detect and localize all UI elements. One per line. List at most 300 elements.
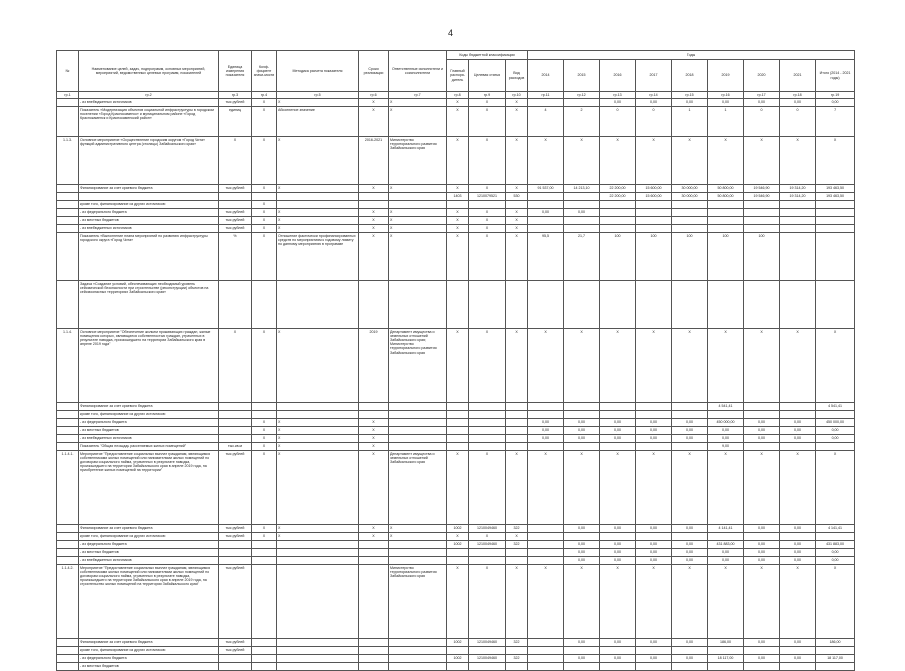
table-cell	[636, 217, 672, 225]
table-cell: 0,00	[816, 549, 855, 557]
table-cell: 1	[672, 107, 708, 137]
table-cell	[447, 443, 469, 451]
table-row	[57, 99, 855, 107]
table-cell	[389, 419, 447, 427]
table-cell: Х	[506, 99, 528, 107]
table-row	[57, 533, 855, 541]
table-cell	[816, 233, 855, 281]
table-cell: Х	[252, 217, 277, 225]
table-cell: 0,00	[672, 427, 708, 435]
table-cell	[780, 411, 816, 419]
row-name-cell: Финансирование за счет краевого бюджета	[79, 185, 219, 193]
header-year: 2018	[672, 60, 708, 92]
table-cell	[389, 411, 447, 419]
table-cell	[600, 201, 636, 209]
table-cell: 15 600,00	[636, 193, 672, 201]
table-cell: Х	[780, 451, 816, 525]
table-cell: 2016-2021	[359, 137, 389, 185]
table-row	[57, 233, 855, 281]
table-cell	[672, 281, 708, 329]
table-cell: 0,00	[744, 427, 780, 435]
table-cell	[780, 403, 816, 411]
table-row	[57, 443, 855, 451]
table-cell	[528, 225, 564, 233]
table-cell: 0,00	[744, 541, 780, 549]
header-year: 2017	[636, 60, 672, 92]
table-cell: Х	[744, 451, 780, 525]
table-cell: Х	[252, 233, 277, 281]
table-cell: Х	[506, 233, 528, 281]
table-cell	[359, 541, 389, 549]
table-cell: 19 314,20	[780, 185, 816, 193]
table-cell	[600, 663, 636, 671]
row-number-cell	[57, 663, 79, 671]
table-row	[57, 403, 855, 411]
table-cell: Х	[469, 99, 506, 107]
table-cell	[447, 549, 469, 557]
table-cell	[469, 281, 506, 329]
table-row	[57, 435, 855, 443]
table-cell: Х	[506, 209, 528, 217]
table-cell: 0,00	[780, 419, 816, 427]
header-year: 2019	[708, 60, 744, 92]
table-cell: Х	[389, 107, 447, 137]
table-cell: тыс.рублей	[219, 533, 252, 541]
table-cell: 0,00	[564, 655, 600, 663]
table-cell: 19 314,20	[780, 193, 816, 201]
table-cell: Х	[447, 99, 469, 107]
table-cell: 322	[506, 541, 528, 549]
table-cell: Х	[780, 565, 816, 639]
table-cell	[672, 201, 708, 209]
table-cell: 0,00	[672, 639, 708, 647]
table-cell	[636, 663, 672, 671]
table-row	[57, 217, 855, 225]
table-row	[57, 565, 855, 639]
table-row	[57, 411, 855, 419]
table-cell	[359, 403, 389, 411]
row-name-cell: Показатель «Выполнение плана мероприятий по развитию инфраструктуры городского округа «Город Чита»	[79, 233, 219, 281]
row-number-cell	[57, 557, 79, 565]
table-cell	[600, 647, 636, 655]
table-cell: Х	[447, 217, 469, 225]
table-cell	[252, 411, 277, 419]
table-cell: 14 213,10	[564, 185, 600, 193]
table-cell: 431 883,00	[816, 541, 855, 549]
table-cell	[252, 541, 277, 549]
table-cell	[447, 663, 469, 671]
table-cell: 1002	[447, 525, 469, 533]
table-cell: 0,00	[744, 435, 780, 443]
table-cell: 30 000,00	[672, 193, 708, 201]
row-number-cell	[57, 99, 79, 107]
table-cell	[389, 427, 447, 435]
table-cell	[219, 403, 252, 411]
table-row	[57, 209, 855, 217]
table-cell	[506, 427, 528, 435]
table-cell: 0,00	[780, 99, 816, 107]
table-cell: Х	[708, 565, 744, 639]
table-cell	[252, 565, 277, 639]
table-cell: Х	[600, 451, 636, 525]
table-cell: 431 883,00	[708, 541, 744, 549]
table-cell	[219, 541, 252, 549]
table-cell: 1403	[447, 193, 469, 201]
table-cell: тыс.рублей	[219, 209, 252, 217]
table-cell: 50 800,00	[708, 193, 744, 201]
column-number-cell: гр.6	[359, 92, 389, 99]
table-cell	[359, 655, 389, 663]
table-cell: 0,00	[708, 99, 744, 107]
row-number-cell	[57, 443, 79, 451]
table-cell: 0,00	[600, 525, 636, 533]
table-cell: Х	[816, 329, 855, 403]
column-number-cell: гр.4	[252, 92, 277, 99]
column-number-cell: гр.12	[564, 92, 600, 99]
table-cell: 0,00	[744, 655, 780, 663]
table-cell	[600, 225, 636, 233]
table-cell: Х	[277, 99, 359, 107]
table-cell: Х	[564, 451, 600, 525]
table-cell	[564, 193, 600, 201]
table-cell: Департамент имущества и земельных отношений Забайкальского края	[389, 451, 447, 525]
table-cell	[252, 655, 277, 663]
table-row	[57, 137, 855, 185]
table-cell: 0,00	[780, 557, 816, 565]
table-cell: Х	[359, 427, 389, 435]
table-cell: Х	[277, 185, 359, 193]
row-name-cell: - из местных бюджетов	[79, 663, 219, 671]
table-cell	[469, 427, 506, 435]
column-number-cell: гр.18	[780, 92, 816, 99]
table-cell: 322	[506, 655, 528, 663]
table-row	[57, 201, 855, 209]
table-cell: 0,00	[528, 419, 564, 427]
table-cell: 450 000,00	[816, 419, 855, 427]
table-cell: Х	[359, 107, 389, 137]
table-cell	[389, 647, 447, 655]
table-cell	[564, 225, 600, 233]
table-cell	[816, 663, 855, 671]
table-cell: Х	[780, 329, 816, 403]
table-cell	[780, 201, 816, 209]
table-cell	[672, 217, 708, 225]
table-cell: 0,00	[708, 427, 744, 435]
table-cell: Х	[277, 419, 359, 427]
table-cell: тыс.рублей	[219, 217, 252, 225]
table-cell: 0,00	[636, 549, 672, 557]
table-cell	[600, 403, 636, 411]
header-main-manager: Главный распоря-дитель	[447, 60, 469, 92]
table-cell: 0,00	[528, 209, 564, 217]
table-cell: 2	[564, 107, 600, 137]
column-number-cell: гр.9	[469, 92, 506, 99]
table-cell: Х	[447, 451, 469, 525]
table-cell	[744, 225, 780, 233]
table-cell	[389, 193, 447, 201]
table-cell	[506, 403, 528, 411]
table-cell	[780, 663, 816, 671]
column-number-cell: гр.17	[744, 92, 780, 99]
table-cell: 1002	[447, 655, 469, 663]
row-name-cell: Основное мероприятие "Обеспечение жильем проживающих граждан, жилые помещения которых, являющиеся собственностью граждан, утраченных в результате паводка, произошедшего на территории Забайкальского края в апреле 2019 года"	[79, 329, 219, 403]
table-cell: Х	[359, 451, 389, 525]
table-cell: Х	[469, 217, 506, 225]
table-cell: Х	[528, 565, 564, 639]
table-cell: 0,00	[744, 639, 780, 647]
row-number-cell	[57, 403, 79, 411]
table-cell: Х	[447, 565, 469, 639]
table-cell	[359, 647, 389, 655]
table-cell	[219, 427, 252, 435]
table-body	[57, 99, 855, 671]
table-cell	[528, 647, 564, 655]
table-cell: Х	[506, 225, 528, 233]
table-cell	[816, 533, 855, 541]
row-number-cell	[57, 549, 79, 557]
header-year: 2016	[600, 60, 636, 92]
table-cell: 0,00	[636, 655, 672, 663]
table-cell	[469, 403, 506, 411]
table-cell	[816, 281, 855, 329]
column-number-cell: гр.1	[57, 92, 79, 99]
header-responsible: Ответственные исполнители и соисполнители	[389, 51, 447, 92]
table-cell: тыс.рублей	[219, 185, 252, 193]
table-cell	[252, 403, 277, 411]
table-cell	[277, 403, 359, 411]
table-cell: Х	[389, 525, 447, 533]
column-number-cell: гр.15	[672, 92, 708, 99]
table-cell	[600, 217, 636, 225]
table-cell: Х	[564, 137, 600, 185]
table-cell: Х	[469, 137, 506, 185]
table-cell: Х	[359, 99, 389, 107]
header-budget-codes: Коды бюджетной классификации	[447, 51, 528, 60]
table-cell	[636, 443, 672, 451]
table-cell	[447, 435, 469, 443]
table-cell	[252, 647, 277, 655]
table-cell: Х	[359, 533, 389, 541]
table-cell	[506, 663, 528, 671]
table-cell: Х	[744, 565, 780, 639]
table-cell	[564, 647, 600, 655]
table-cell: Х	[672, 329, 708, 403]
row-name-cell: - из внебюджетных источников	[79, 557, 219, 565]
table-cell	[708, 225, 744, 233]
row-number-cell	[57, 435, 79, 443]
table-cell	[780, 443, 816, 451]
row-name-cell: кроме того, финансирование из других источников:	[79, 533, 219, 541]
table-row	[57, 185, 855, 193]
table-cell	[447, 419, 469, 427]
table-cell: 1210079521	[469, 193, 506, 201]
table-cell: 0,00	[600, 639, 636, 647]
table-cell: 0,00	[744, 549, 780, 557]
row-number-cell	[57, 225, 79, 233]
table-cell: Х	[506, 107, 528, 137]
table-cell: 0,00	[564, 549, 600, 557]
table-cell: 18 117,00	[816, 655, 855, 663]
column-number-cell: гр.8	[447, 92, 469, 99]
column-number-cell: гр.7	[389, 92, 447, 99]
table-row	[57, 647, 855, 655]
table-cell: 0,00	[564, 209, 600, 217]
row-name-cell: - из внебюджетных источников	[79, 99, 219, 107]
row-number-cell	[57, 107, 79, 137]
table-cell	[277, 193, 359, 201]
table-cell: Х	[708, 137, 744, 185]
row-number-cell	[57, 185, 79, 193]
table-cell	[708, 209, 744, 217]
table-cell	[506, 557, 528, 565]
table-cell	[672, 647, 708, 655]
row-name-cell: - из федерального бюджета	[79, 419, 219, 427]
row-number-cell: 1.1.3.	[57, 137, 79, 185]
row-name-cell: Задача «Создание условий, обеспечивающих необходимый уровень сейсмической безопасности при строительстве (реконструкции) объектов на сейсмоопасных территориях Забайкальского края»	[79, 281, 219, 329]
table-cell: Х	[252, 185, 277, 193]
table-cell: Х	[469, 107, 506, 137]
table-cell	[277, 549, 359, 557]
table-cell	[506, 281, 528, 329]
header-name: Наименование целей, задач, подпрограмм, основных мероприятий, мероприятий, ведомственных целевых программ, показателей	[79, 51, 219, 92]
table-cell	[744, 403, 780, 411]
table-cell: 0,00	[600, 541, 636, 549]
table-cell: 1002	[447, 639, 469, 647]
table-cell: 0,00	[816, 557, 855, 565]
table-cell: 1210049460	[469, 525, 506, 533]
table-cell	[672, 533, 708, 541]
table-cell: 4	[528, 107, 564, 137]
table-cell: единиц	[219, 107, 252, 137]
table-cell	[744, 533, 780, 541]
table-cell: Х	[447, 107, 469, 137]
table-cell: Х	[277, 329, 359, 403]
table-cell	[672, 225, 708, 233]
table-cell: Х	[219, 329, 252, 403]
row-name-cell: кроме того, финансирование из других источников:	[79, 411, 219, 419]
header-expense-type: Вид расходов	[506, 60, 528, 92]
table-cell: Х	[277, 525, 359, 533]
table-cell	[708, 533, 744, 541]
table-cell	[672, 443, 708, 451]
table-cell: 0,00	[564, 427, 600, 435]
table-cell: 0,00	[816, 427, 855, 435]
table-cell: 0,00	[744, 99, 780, 107]
table-cell: 0,00	[708, 435, 744, 443]
table-cell: Х	[359, 419, 389, 427]
table-cell	[708, 217, 744, 225]
column-number-cell: гр.10	[506, 92, 528, 99]
table-cell: Отношение фактически профинансированных средств по мероприятиям к годовому лимиту по данному мероприятию в программе	[277, 233, 359, 281]
table-cell: Х	[447, 225, 469, 233]
table-cell: 0,00	[672, 525, 708, 533]
table-cell: Х	[447, 209, 469, 217]
table-cell: 0,00	[672, 419, 708, 427]
table-cell	[816, 647, 855, 655]
table-cell	[816, 209, 855, 217]
row-number-cell: 1.1.4.1.	[57, 451, 79, 525]
column-number-cell: гр.3	[219, 92, 252, 99]
table-cell: Х	[359, 217, 389, 225]
table-cell	[564, 533, 600, 541]
table-cell	[219, 201, 252, 209]
table-cell	[469, 647, 506, 655]
table-cell: Х	[672, 451, 708, 525]
table-cell: Х	[252, 225, 277, 233]
table-cell: тыс.рублей	[219, 451, 252, 525]
table-cell: Х	[252, 419, 277, 427]
table-cell: Х	[506, 533, 528, 541]
header-target-article: Целевая статья	[469, 60, 506, 92]
table-cell	[708, 411, 744, 419]
table-cell: Х	[389, 217, 447, 225]
row-name-cell: Показатель "Общая площадь расселяемых жилых помещений"	[79, 443, 219, 451]
table-cell: Х	[816, 451, 855, 525]
table-cell	[564, 403, 600, 411]
table-cell: Х	[469, 565, 506, 639]
table-cell	[780, 281, 816, 329]
table-cell: 19 546,90	[744, 193, 780, 201]
column-number-cell: гр.14	[636, 92, 672, 99]
table-cell	[277, 281, 359, 329]
table-cell: 0,00	[564, 639, 600, 647]
table-cell	[780, 217, 816, 225]
row-name-cell: Основное мероприятие «Осуществление городским округом «Город Чита» функций административного центра (столицы) Забайкальского края»	[79, 137, 219, 185]
table-cell: Х	[708, 451, 744, 525]
table-cell: Х	[252, 525, 277, 533]
table-cell: 4 541,41	[816, 403, 855, 411]
table-cell: Х	[359, 435, 389, 443]
table-row	[57, 451, 855, 525]
row-name-cell: - из внебюджетных источников	[79, 435, 219, 443]
table-row	[57, 193, 855, 201]
row-number-cell	[57, 419, 79, 427]
table-cell: 0	[744, 107, 780, 137]
table-cell: тыс.рублей	[219, 225, 252, 233]
table-cell: Х	[252, 201, 277, 209]
table-cell: Х	[252, 533, 277, 541]
row-name-cell: Финансирование за счет краевого бюджета	[79, 525, 219, 533]
table-cell: Х	[600, 329, 636, 403]
table-cell: Х	[277, 209, 359, 217]
table-cell	[277, 663, 359, 671]
table-cell: Х	[277, 225, 359, 233]
table-cell	[389, 435, 447, 443]
table-cell	[277, 411, 359, 419]
table-cell	[389, 443, 447, 451]
table-cell	[389, 403, 447, 411]
table-cell: 9,00	[708, 443, 744, 451]
table-cell	[564, 99, 600, 107]
table-cell: 186,00	[708, 639, 744, 647]
table-cell	[816, 225, 855, 233]
table-cell: 0	[600, 107, 636, 137]
table-cell: 0,00	[708, 549, 744, 557]
table-cell	[219, 411, 252, 419]
table-cell	[600, 443, 636, 451]
header-year: 2015	[564, 60, 600, 92]
table-cell	[528, 443, 564, 451]
table-cell: Министерство территориального развития Забайкальского края	[389, 137, 447, 185]
table-cell	[506, 435, 528, 443]
table-cell: Х	[277, 533, 359, 541]
program-table	[56, 50, 855, 671]
table-cell: 100	[600, 233, 636, 281]
table-cell: 21,7	[564, 233, 600, 281]
row-name-cell: - из федерального бюджета	[79, 541, 219, 549]
table-cell: Х	[506, 137, 528, 185]
table-cell: Х	[600, 137, 636, 185]
